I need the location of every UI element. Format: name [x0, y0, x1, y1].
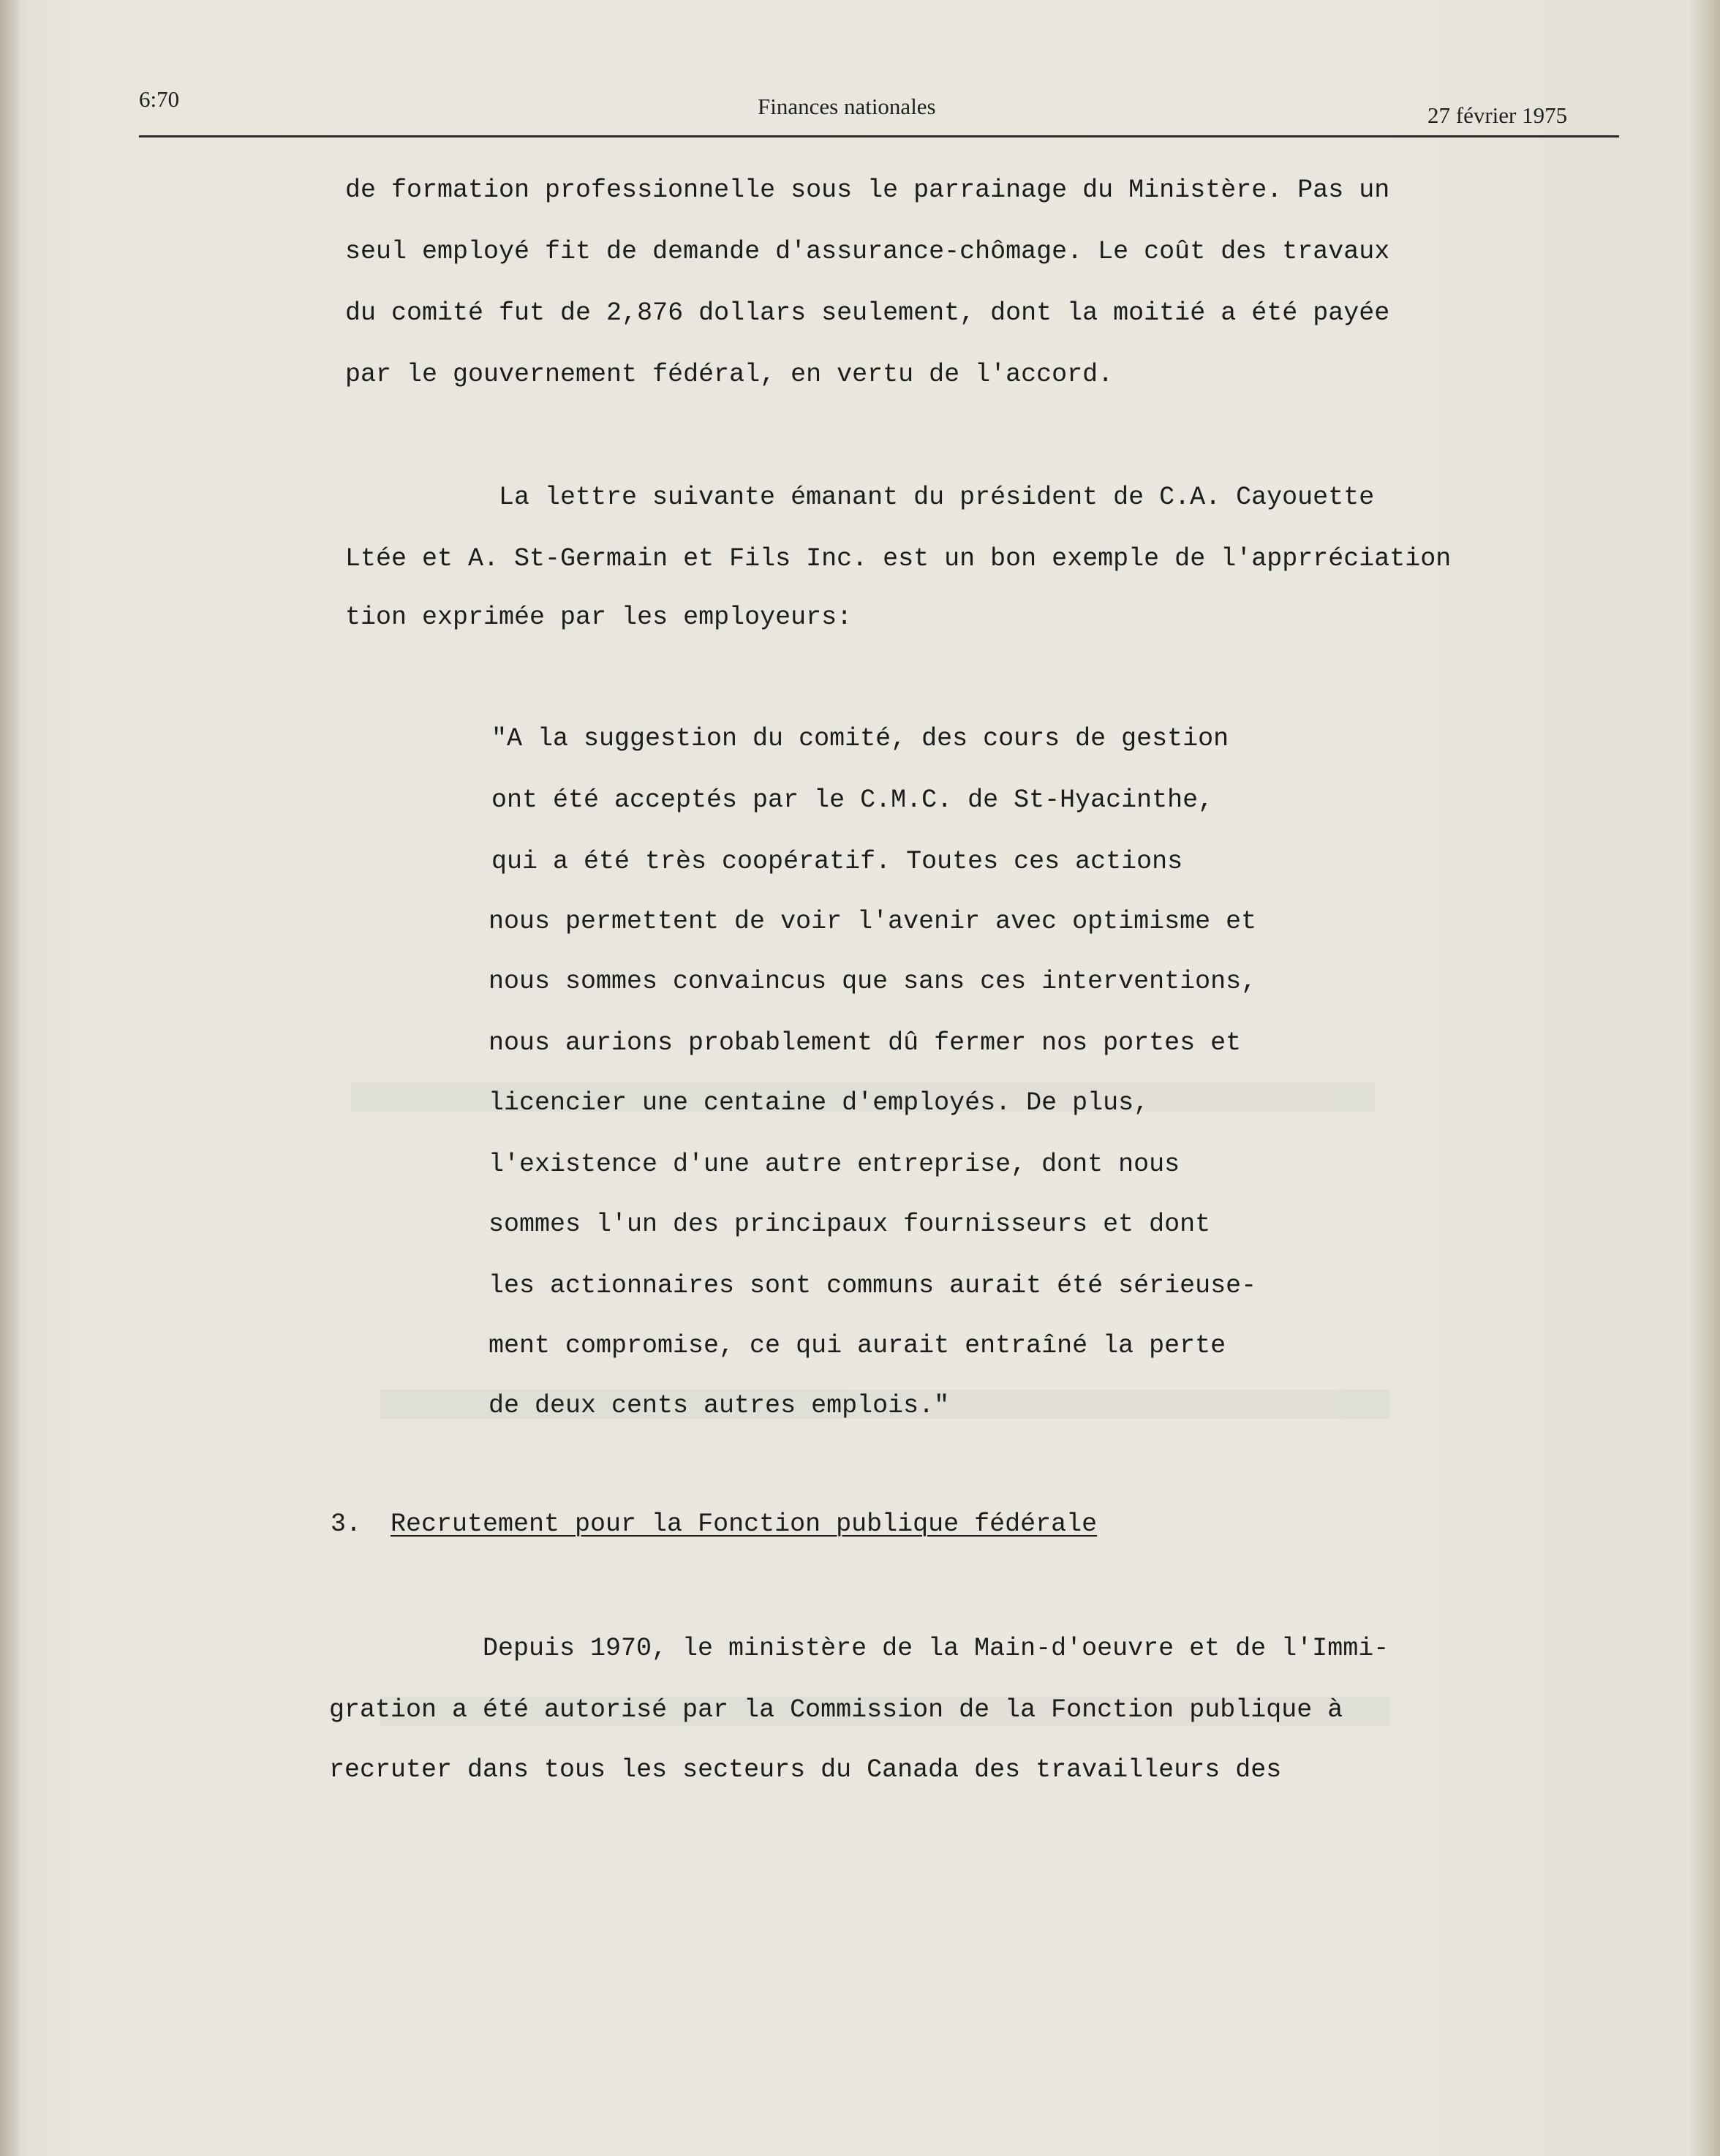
paragraph-line: Ltée et A. St-Germain et Fils Inc. est un bon exemple de l'apprréciation — [345, 544, 1452, 573]
paragraph-line: tion exprimée par les employeurs: — [345, 603, 853, 632]
paragraph-line: seul employé fit de demande d'assurance-chômage. Le coût des travaux — [345, 237, 1390, 266]
header-rule — [139, 135, 1619, 137]
quotation-line: l'existence d'une autre entreprise, dont nous — [489, 1150, 1180, 1179]
binding-spine — [0, 0, 19, 2156]
section-number: 3. — [331, 1509, 362, 1539]
paragraph-line: recruter dans tous les secteurs du Canada des travailleurs des — [329, 1755, 1282, 1784]
section-heading: Recrutement pour la Fonction publique fédérale — [391, 1509, 1098, 1539]
page-number: 6:70 — [139, 86, 180, 112]
quotation-line: de deux cents autres emplois." — [489, 1391, 950, 1420]
header-date: 27 février 1975 — [1427, 102, 1568, 128]
quotation-line: les actionnaires sont communs aurait été sérieuse- — [489, 1271, 1257, 1300]
quotation-line: nous permettent de voir l'avenir avec optimisme et — [489, 907, 1257, 936]
quotation-line: ment compromise, ce qui aurait entraîné la perte — [489, 1331, 1226, 1360]
quotation-line: qui a été très coopératif. Toutes ces actions — [491, 847, 1183, 876]
page-edge — [1686, 0, 1720, 2156]
quotation-line: nous sommes convaincus que sans ces interventions, — [489, 967, 1257, 996]
quotation-line: sommes l'un des principaux fournisseurs et dont — [489, 1210, 1211, 1239]
paragraph-line: gration a été autorisé par la Commission de la Fonction publique à — [329, 1695, 1343, 1725]
paragraph-line: du comité fut de 2,876 dollars seulement, dont la moitié a été payée — [345, 298, 1390, 328]
quotation-line: nous aurions probablement dû fermer nos portes et — [489, 1028, 1242, 1058]
paragraph-line: de formation professionnelle sous le parrainage du Ministère. Pas un — [345, 176, 1390, 205]
quotation-line: "A la suggestion du comité, des cours de gestion — [491, 724, 1229, 753]
quotation-line: ont été acceptés par le C.M.C. de St-Hyacinthe, — [491, 785, 1214, 815]
paragraph-line: La lettre suivante émanant du président de C.A. Cayouette — [499, 483, 1375, 512]
running-title: Finances nationales — [758, 94, 936, 119]
paragraph-line: par le gouvernement fédéral, en vertu de l'accord. — [345, 360, 1114, 389]
quotation-line: licencier une centaine d'employés. De plus, — [489, 1088, 1150, 1117]
paragraph-line: Depuis 1970, le ministère de la Main-d'oeuvre et de l'Immi- — [483, 1634, 1389, 1663]
